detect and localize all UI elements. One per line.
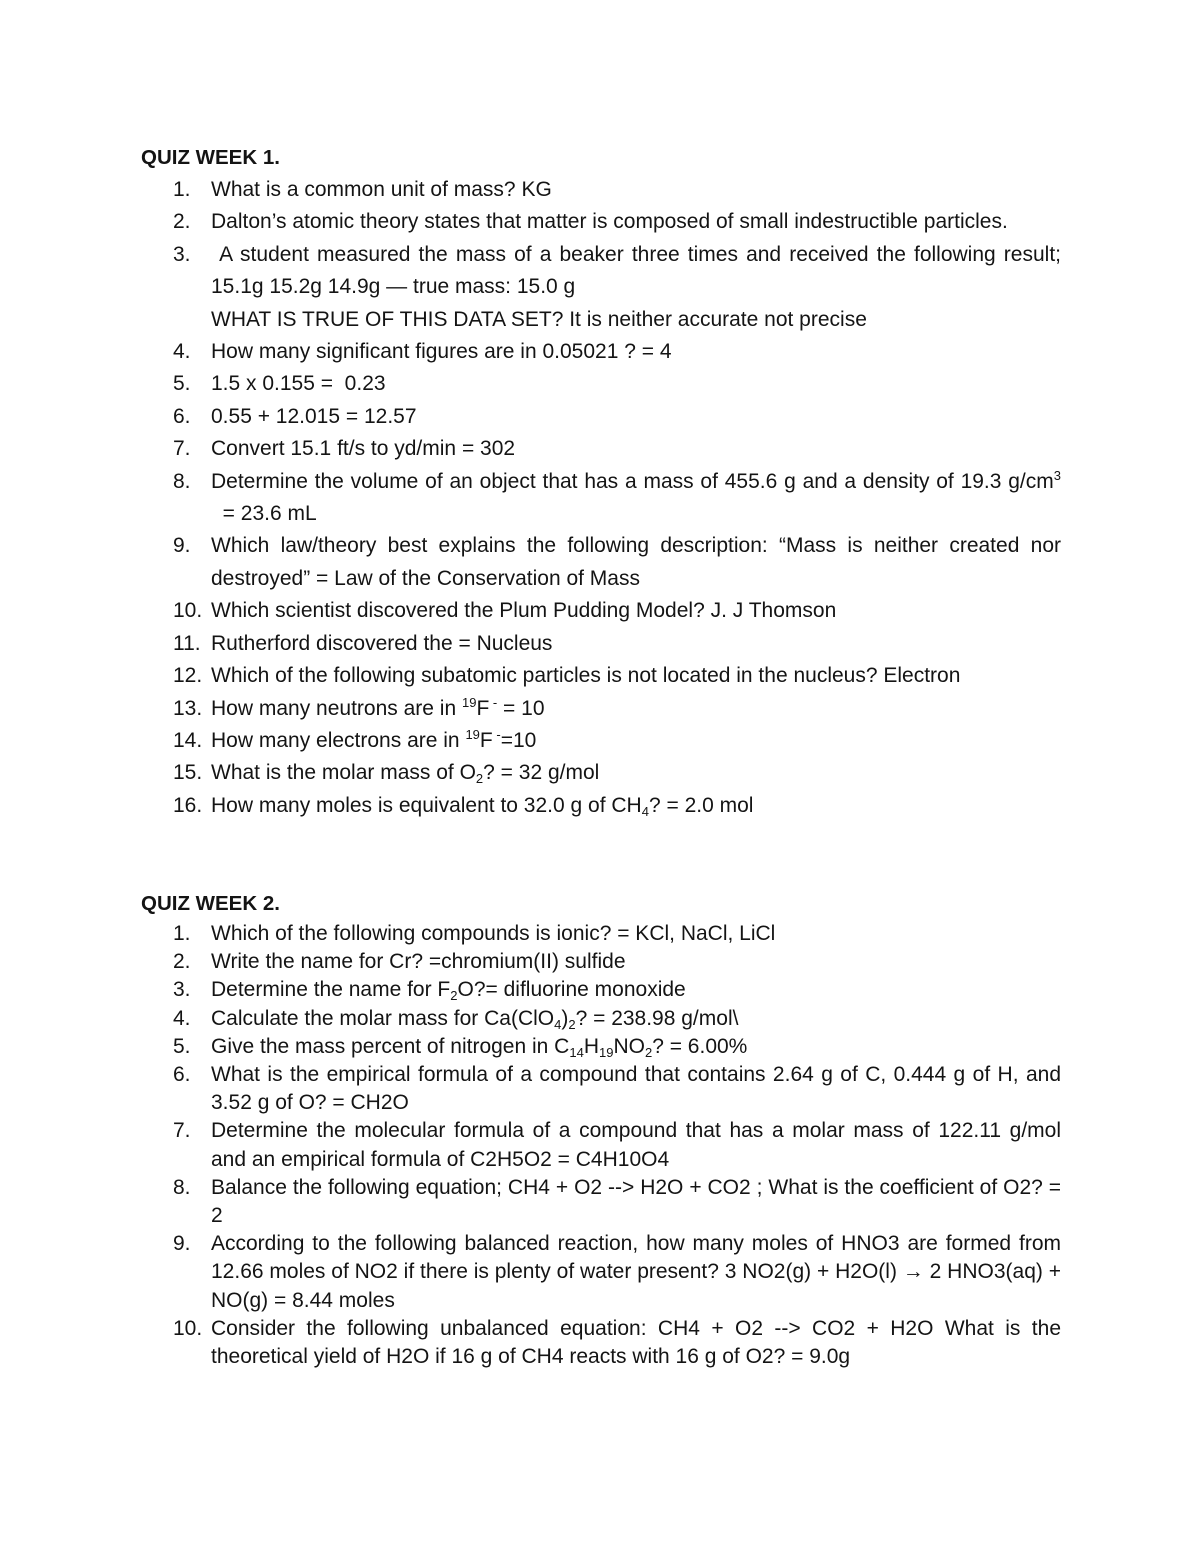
question-text-part: How many electrons are in xyxy=(211,728,466,752)
question-text xyxy=(211,725,1061,757)
question-text: Write the name for Cr? =chromium(II) sulfide xyxy=(211,950,626,974)
question-number: 11. xyxy=(173,631,201,655)
question-text-part: ? = 238.98 g/mol\ xyxy=(575,1006,739,1030)
question-number: 3. xyxy=(173,242,191,266)
superscript: - xyxy=(489,694,498,710)
question-text-part: H xyxy=(583,1034,599,1058)
question-item xyxy=(141,336,1061,368)
question-number: 16. xyxy=(173,793,203,817)
superscript: 3 xyxy=(1053,467,1061,483)
question-text: Which of the following compounds is ionic? = KCl, NaCl, LiCl xyxy=(211,922,776,945)
question-text-part: ? = 2.0 mol xyxy=(648,793,754,817)
question-item xyxy=(141,239,1067,336)
subscript: 2 xyxy=(475,771,484,787)
question-item xyxy=(141,1005,1061,1033)
question-text-part: Determine the name for F xyxy=(211,978,451,1002)
question-item xyxy=(141,660,1061,692)
question-number: 10. xyxy=(173,1316,203,1340)
question-text-part: = 10 xyxy=(497,696,545,720)
question-text: Which scientist discovered the Plum Pudding Model? J. J Thomson xyxy=(211,599,837,623)
question-text-part: What is the molar mass of O xyxy=(211,761,476,785)
question-number: 1. xyxy=(173,178,191,201)
subscript: 4 xyxy=(554,1016,562,1032)
question-text xyxy=(211,976,1061,1004)
question-item xyxy=(141,1230,1061,1315)
question-text xyxy=(211,1005,1061,1033)
superscript: 19 xyxy=(461,694,477,710)
question-text-part: F xyxy=(479,728,493,752)
question-text-part: F xyxy=(476,696,490,720)
question-text: How many significant figures are in 0.05021 ? = 4 xyxy=(211,340,672,364)
question-text xyxy=(211,1033,1061,1061)
question-text-part: O?= difluorine monoxide xyxy=(457,978,686,1002)
question-text-part: How many moles is equivalent to 32.0 g of CH xyxy=(211,793,642,817)
question-item xyxy=(141,466,1061,531)
question-item xyxy=(141,757,1061,789)
question-text: A student measured the mass of a beaker three times and received the following result; 15.1g 15.2g 14.9g — true mass: 15.0 g xyxy=(211,242,1067,299)
question-text: What is the empirical formula of a compound that contains 2.64 g of C, 0.444 g of H, and 3.52 g of O? = CH2O xyxy=(211,1063,1061,1115)
question-item xyxy=(141,693,1061,725)
superscript: - xyxy=(492,726,501,742)
question-number: 1. xyxy=(173,922,191,945)
question-item xyxy=(141,530,1061,595)
question-text: Determine the molecular formula of a compound that has a molar mass of 122.11 g/mol and an empirical formula of C2H5O2 = C4H10O4 xyxy=(211,1119,1061,1171)
question-number: 10. xyxy=(173,599,203,623)
question-number: 2. xyxy=(173,210,191,234)
question-number: 5. xyxy=(173,1034,191,1058)
question-number: 9. xyxy=(173,1232,191,1256)
question-text: Balance the following equation; CH4 + O2 --> H2O + CO2 ; What is the coefficient of O2? = 2 xyxy=(211,1175,1061,1228)
question-text: Convert 15.1 ft/s to yd/min = 302 xyxy=(211,437,516,461)
question-number: 14. xyxy=(173,728,203,752)
subscript: 2 xyxy=(450,988,458,1004)
question-item xyxy=(141,790,1061,822)
question-item xyxy=(141,595,1061,627)
question-number: 2. xyxy=(173,950,191,974)
question-item xyxy=(141,948,1061,976)
question-text xyxy=(211,466,1061,531)
question-item xyxy=(141,1315,1061,1371)
question-text xyxy=(211,693,1061,725)
question-number: 8. xyxy=(173,469,191,493)
question-text-part: How many neutrons are in xyxy=(211,696,462,720)
question-item xyxy=(141,206,1061,238)
quiz-week-1-heading: QUIZ WEEK 1. xyxy=(141,146,280,169)
quiz-week-1-question-list xyxy=(141,174,1067,822)
question-text xyxy=(211,790,1061,822)
question-text: According to the following balanced reaction, how many moles of HNO3 are formed from 12.66 moles of NO2 if there is plenty of water present? 3 NO2(g) + H2O(l) → 2 HNO3(aq) + NO(g) = 8.44 moles xyxy=(211,1232,1061,1312)
question-number: 6. xyxy=(173,1063,191,1087)
question-item xyxy=(141,976,1061,1004)
question-text: Rutherford discovered the = Nucleus xyxy=(211,631,553,655)
question-item xyxy=(141,1117,1061,1173)
question-item xyxy=(141,920,1061,948)
question-item xyxy=(141,1174,1061,1230)
question-text-part: ? = 32 g/mol xyxy=(483,761,600,785)
question-number: 15. xyxy=(173,761,203,785)
question-number: 13. xyxy=(173,696,203,720)
question-number: 3. xyxy=(173,978,191,1002)
subscript: 14 xyxy=(569,1044,584,1060)
question-text-part: =10 xyxy=(500,728,537,752)
question-item xyxy=(141,368,1061,400)
question-number: 7. xyxy=(173,437,191,461)
quiz-week-2-question-list xyxy=(141,920,1061,1371)
question-text-part: ) xyxy=(561,1006,569,1030)
question-text-part: Give the mass percent of nitrogen in C xyxy=(211,1034,570,1058)
question-item xyxy=(141,401,1061,433)
question-item xyxy=(141,628,1061,660)
question-text: Dalton’s atomic theory states that matter is composed of small indestructible particles. xyxy=(211,210,1008,234)
question-text: 0.55 + 12.015 = 12.57 xyxy=(211,404,417,428)
question-text-part: Determine the volume of an object that has a mass of 455.6 g and a density of 19.3 g/cm xyxy=(211,469,1054,493)
question-item xyxy=(141,1061,1061,1117)
quiz-week-2-section xyxy=(141,888,1061,1371)
question-followup-text: WHAT IS TRUE OF THIS DATA SET? It is neither accurate not precise xyxy=(211,307,867,331)
question-number: 4. xyxy=(173,1006,191,1030)
question-text: What is a common unit of mass? KG xyxy=(211,178,552,201)
quiz-week-2-heading: QUIZ WEEK 2. xyxy=(141,892,280,915)
question-text: 1.5 x 0.155 = 0.23 xyxy=(211,372,386,396)
question-text-part: = 23.6 mL xyxy=(211,502,317,526)
subscript: 4 xyxy=(641,803,649,819)
question-number: 12. xyxy=(173,664,203,688)
question-text: Which of the following subatomic particles is not located in the nucleus? Electron xyxy=(211,664,961,688)
question-number: 5. xyxy=(173,372,191,396)
question-item xyxy=(141,433,1061,465)
question-text-part: ? = 6.00% xyxy=(652,1034,748,1058)
question-number: 8. xyxy=(173,1175,191,1199)
subscript: 2 xyxy=(568,1016,576,1032)
question-number: 7. xyxy=(173,1119,191,1143)
question-item xyxy=(141,725,1061,757)
question-text-part: NO xyxy=(613,1034,645,1058)
question-text: Which law/theory best explains the following description: “Mass is neither created nor destroyed” = Law of the Conservation of Mass xyxy=(211,534,1061,590)
question-text: Consider the following unbalanced equation: CH4 + O2 --> CO2 + H2O What is the theoretical yield of H2O if 16 g of CH4 reacts with 16 g of O2? = 9.0g xyxy=(211,1316,1061,1369)
question-text-part: Calculate the molar mass for Ca(ClO xyxy=(211,1006,555,1030)
question-item xyxy=(141,1033,1061,1061)
subscript: 2 xyxy=(644,1044,653,1060)
question-number: 6. xyxy=(173,404,191,428)
subscript: 19 xyxy=(598,1044,614,1060)
quiz-week-1-section xyxy=(141,142,1067,822)
question-number: 9. xyxy=(173,534,191,558)
superscript: 19 xyxy=(465,726,480,742)
question-number: 4. xyxy=(173,340,191,364)
question-text xyxy=(211,757,1061,789)
question-item xyxy=(141,174,1061,206)
